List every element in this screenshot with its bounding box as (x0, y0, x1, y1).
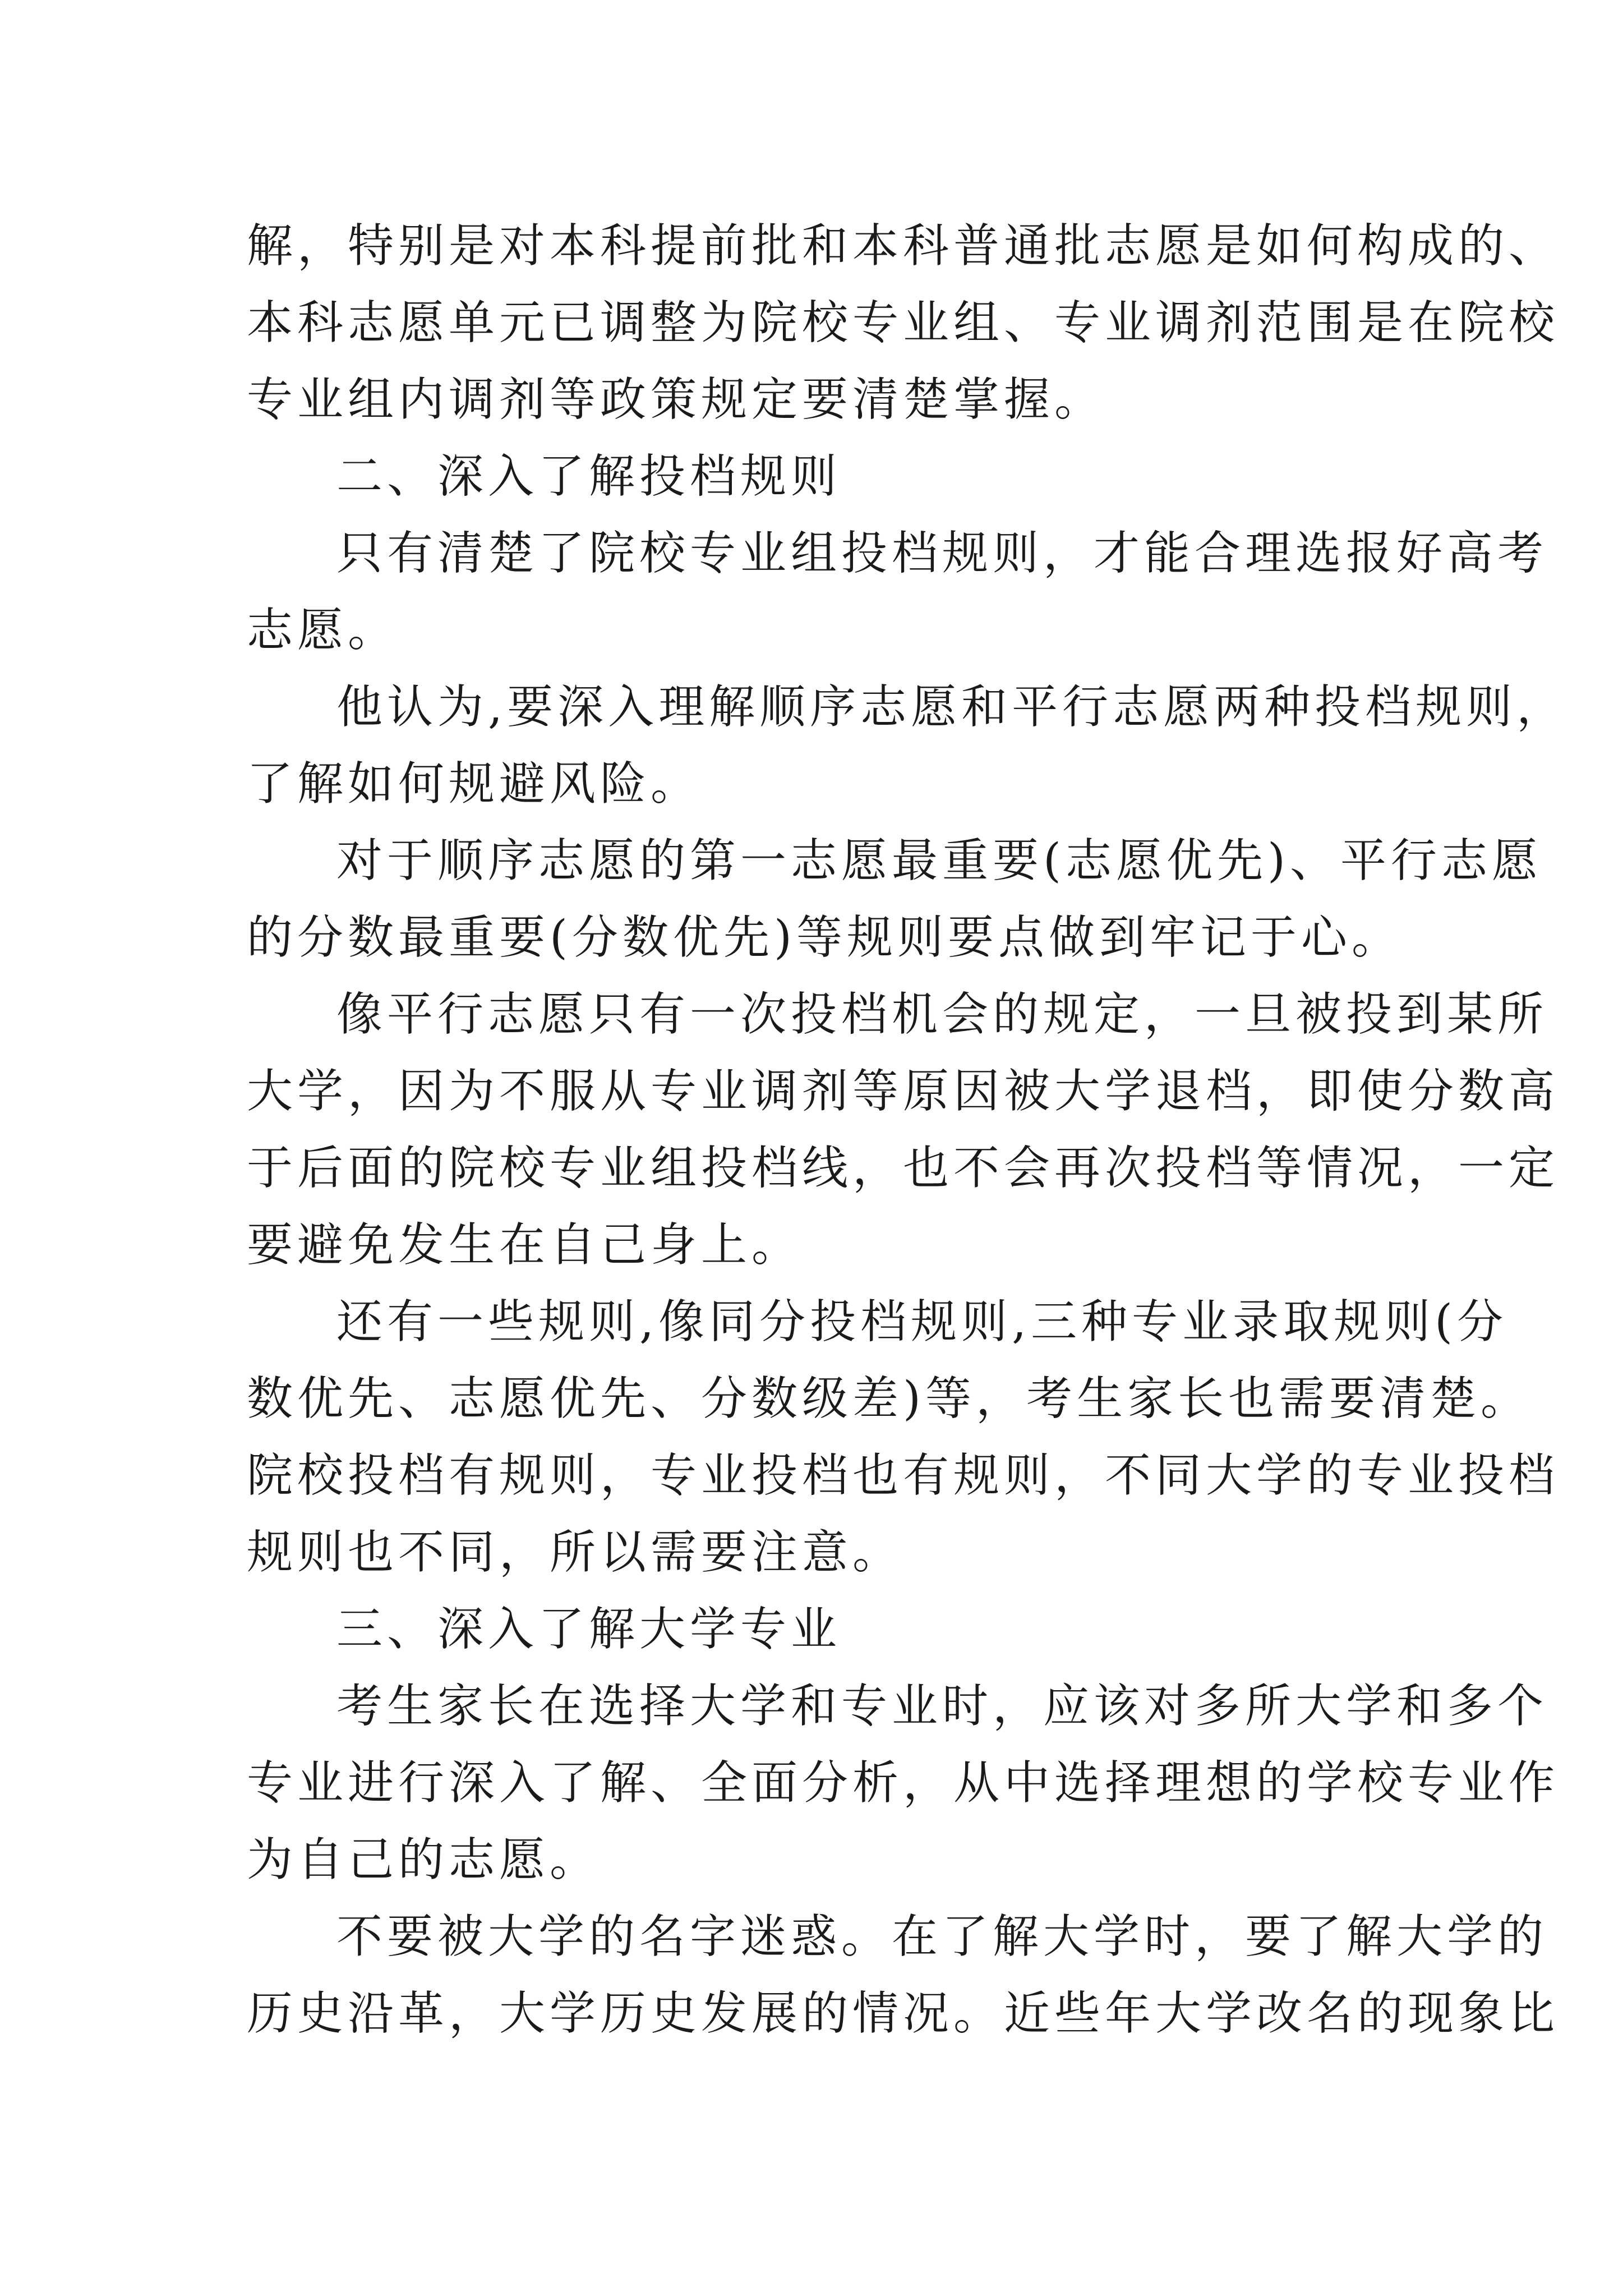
text-line: 要避免发生在自己身上。 (247, 1218, 803, 1272)
text-line: 的分数最重要(分数优先)等规则要点做到牢记于心。 (247, 911, 1402, 964)
text-line: 大学，因为不服从专业调剂等原因被大学退档，即使分数高 (247, 1065, 1560, 1118)
text-line: 不要被大学的名字迷惑。在了解大学时，要了解大学的 (336, 1910, 1548, 1963)
text-line: 院校投档有规则，专业投档也有规则，不同大学的专业投档 (247, 1449, 1560, 1502)
text-line: 考生家长在选择大学和专业时，应该对多所大学和多个 (336, 1680, 1548, 1733)
text-line: 对于顺序志愿的第一志愿最重要(志愿优先)、平行志愿 (336, 834, 1542, 887)
body-text (247, 208, 1567, 2052)
section-heading: 二、深入了解投档规则 (336, 450, 842, 503)
text-line: 规则也不同，所以需要注意。 (247, 1526, 903, 1579)
text-line: 为自己的志愿。 (247, 1833, 601, 1887)
text-line: 他认为,要深入理解顺序志愿和平行志愿两种投档规则， (336, 680, 1567, 734)
text-line: 解，特别是对本科提前批和本科普通批志愿是如何构成的、 (247, 219, 1560, 273)
text-line: 只有清楚了院校专业组投档规则，才能合理选报好高考 (336, 527, 1548, 580)
text-line: 历史沿革，大学历史发展的情况。近些年大学改名的现象比 (247, 1987, 1560, 2040)
text-line: 专业组内调剂等政策规定要清楚掌握。 (247, 373, 1105, 426)
text-line: 还有一些规则,像同分投档规则,三种专业录取规则(分 (336, 1295, 1508, 1349)
text-line: 数优先、志愿优先、分数级差)等，考生家长也需要清楚。 (247, 1372, 1531, 1425)
text-line: 本科志愿单元已调整为院校专业组、专业调剂范围是在院校 (247, 296, 1560, 349)
text-line: 了解如何规避风险。 (247, 757, 702, 811)
text-line: 专业进行深入了解、全面分析，从中选择理想的学校专业作 (247, 1756, 1560, 1810)
section-heading: 三、深入了解大学专业 (336, 1603, 842, 1656)
text-line: 像平行志愿只有一次投档机会的规定，一旦被投到某所 (336, 988, 1548, 1041)
text-line: 于后面的院校专业组投档线，也不会再次投档等情况，一定 (247, 1142, 1560, 1195)
text-line: 志愿。 (247, 604, 399, 657)
